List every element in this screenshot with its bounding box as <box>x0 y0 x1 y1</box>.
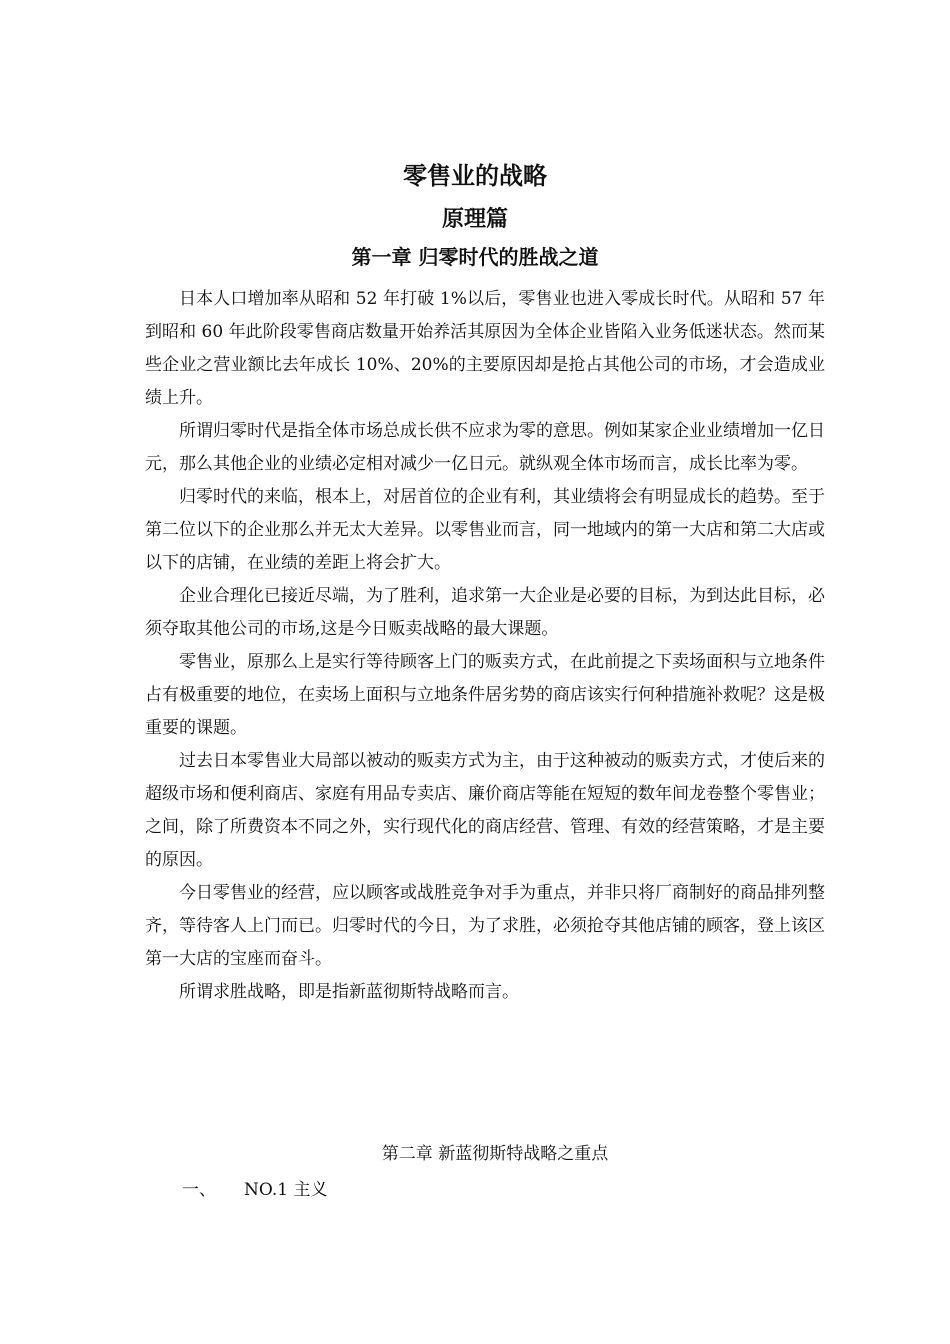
document-title: 零售业的战略 <box>403 162 547 190</box>
list-item <box>182 1175 327 1205</box>
paragraph: 零售业，原那么上是实行等待顾客上门的贩卖方式，在此前提之下卖场面积与立地条件占有极重要的地位，在卖场上面积与立地条件居劣势的商店该实行何种措施补救呢？这是极重要的课题。 <box>145 652 825 738</box>
paragraph: 过去日本零售业大局部以被动的贩卖方式为主，由于这种被动的贩卖方式，才使后来的超级市场和便利商店、家庭有用品专卖店、廉价商店等能在短短的数年间龙卷整个零售业；之间，除了所费资本不同之外，实行现代化的商店经营、管理、有效的经营策略，才是主要的原因。 <box>145 751 825 870</box>
paragraph: 所谓归零时代是指全体市场总成长供不应求为零的意思。例如某家企业业绩增加一亿日元，那么其他企业的业绩必定相对减少一亿日元。就纵观全体市场而言，成长比率为零。 <box>145 421 825 474</box>
chapter-two-heading: 第二章 新蓝彻斯特战略之重点 <box>381 1144 609 1164</box>
paragraph: 今日零售业的经营，应以顾客或战胜竞争对手为重点，并非只将厂商制好的商品排列整齐，等待客人上门而已。归零时代的今日，为了求胜，必须抢夺其他店铺的顾客，登上该区第一大店的宝座而奋斗。 <box>145 883 825 969</box>
chapter-one-body <box>145 283 825 1009</box>
part-heading: 原理篇 <box>441 207 508 232</box>
paragraph: 归零时代的来临，根本上，对居首位的企业有利，其业绩将会有明显成长的趋势。至于第二位以下的企业那么并无太大差异。以零售业而言，同一地域内的第一大店和第二大店或以下的店铺，在业绩的差距上将会扩大。 <box>145 487 825 573</box>
chapter-one-heading: 第一章 归零时代的胜战之道 <box>351 245 599 269</box>
paragraph: 所谓求胜战略，即是指新蓝彻斯特战略而言。 <box>179 982 519 1002</box>
list-item-number: 一、 <box>182 1180 216 1200</box>
paragraph: 企业合理化已接近尽端，为了胜利，追求第一大企业是必要的目标，为到达此目标，必须夺取其他公司的市场,这是今日贩卖战略的最大课题。 <box>145 586 825 639</box>
paragraph: 日本人口增加率从昭和 52 年打破 1%以后，零售业也进入零成长时代。从昭和 57 年到昭和 60 年此阶段零售商店数量开始养活其原因为全体企业皆陷入业务低迷状态。然而某些企业之营业额比去年成长 10%、20%的主要原因却是抢占其他公司的市场，才会造成业绩上升。 <box>145 289 825 408</box>
list-item-text: NO.1 主义 <box>244 1180 328 1200</box>
